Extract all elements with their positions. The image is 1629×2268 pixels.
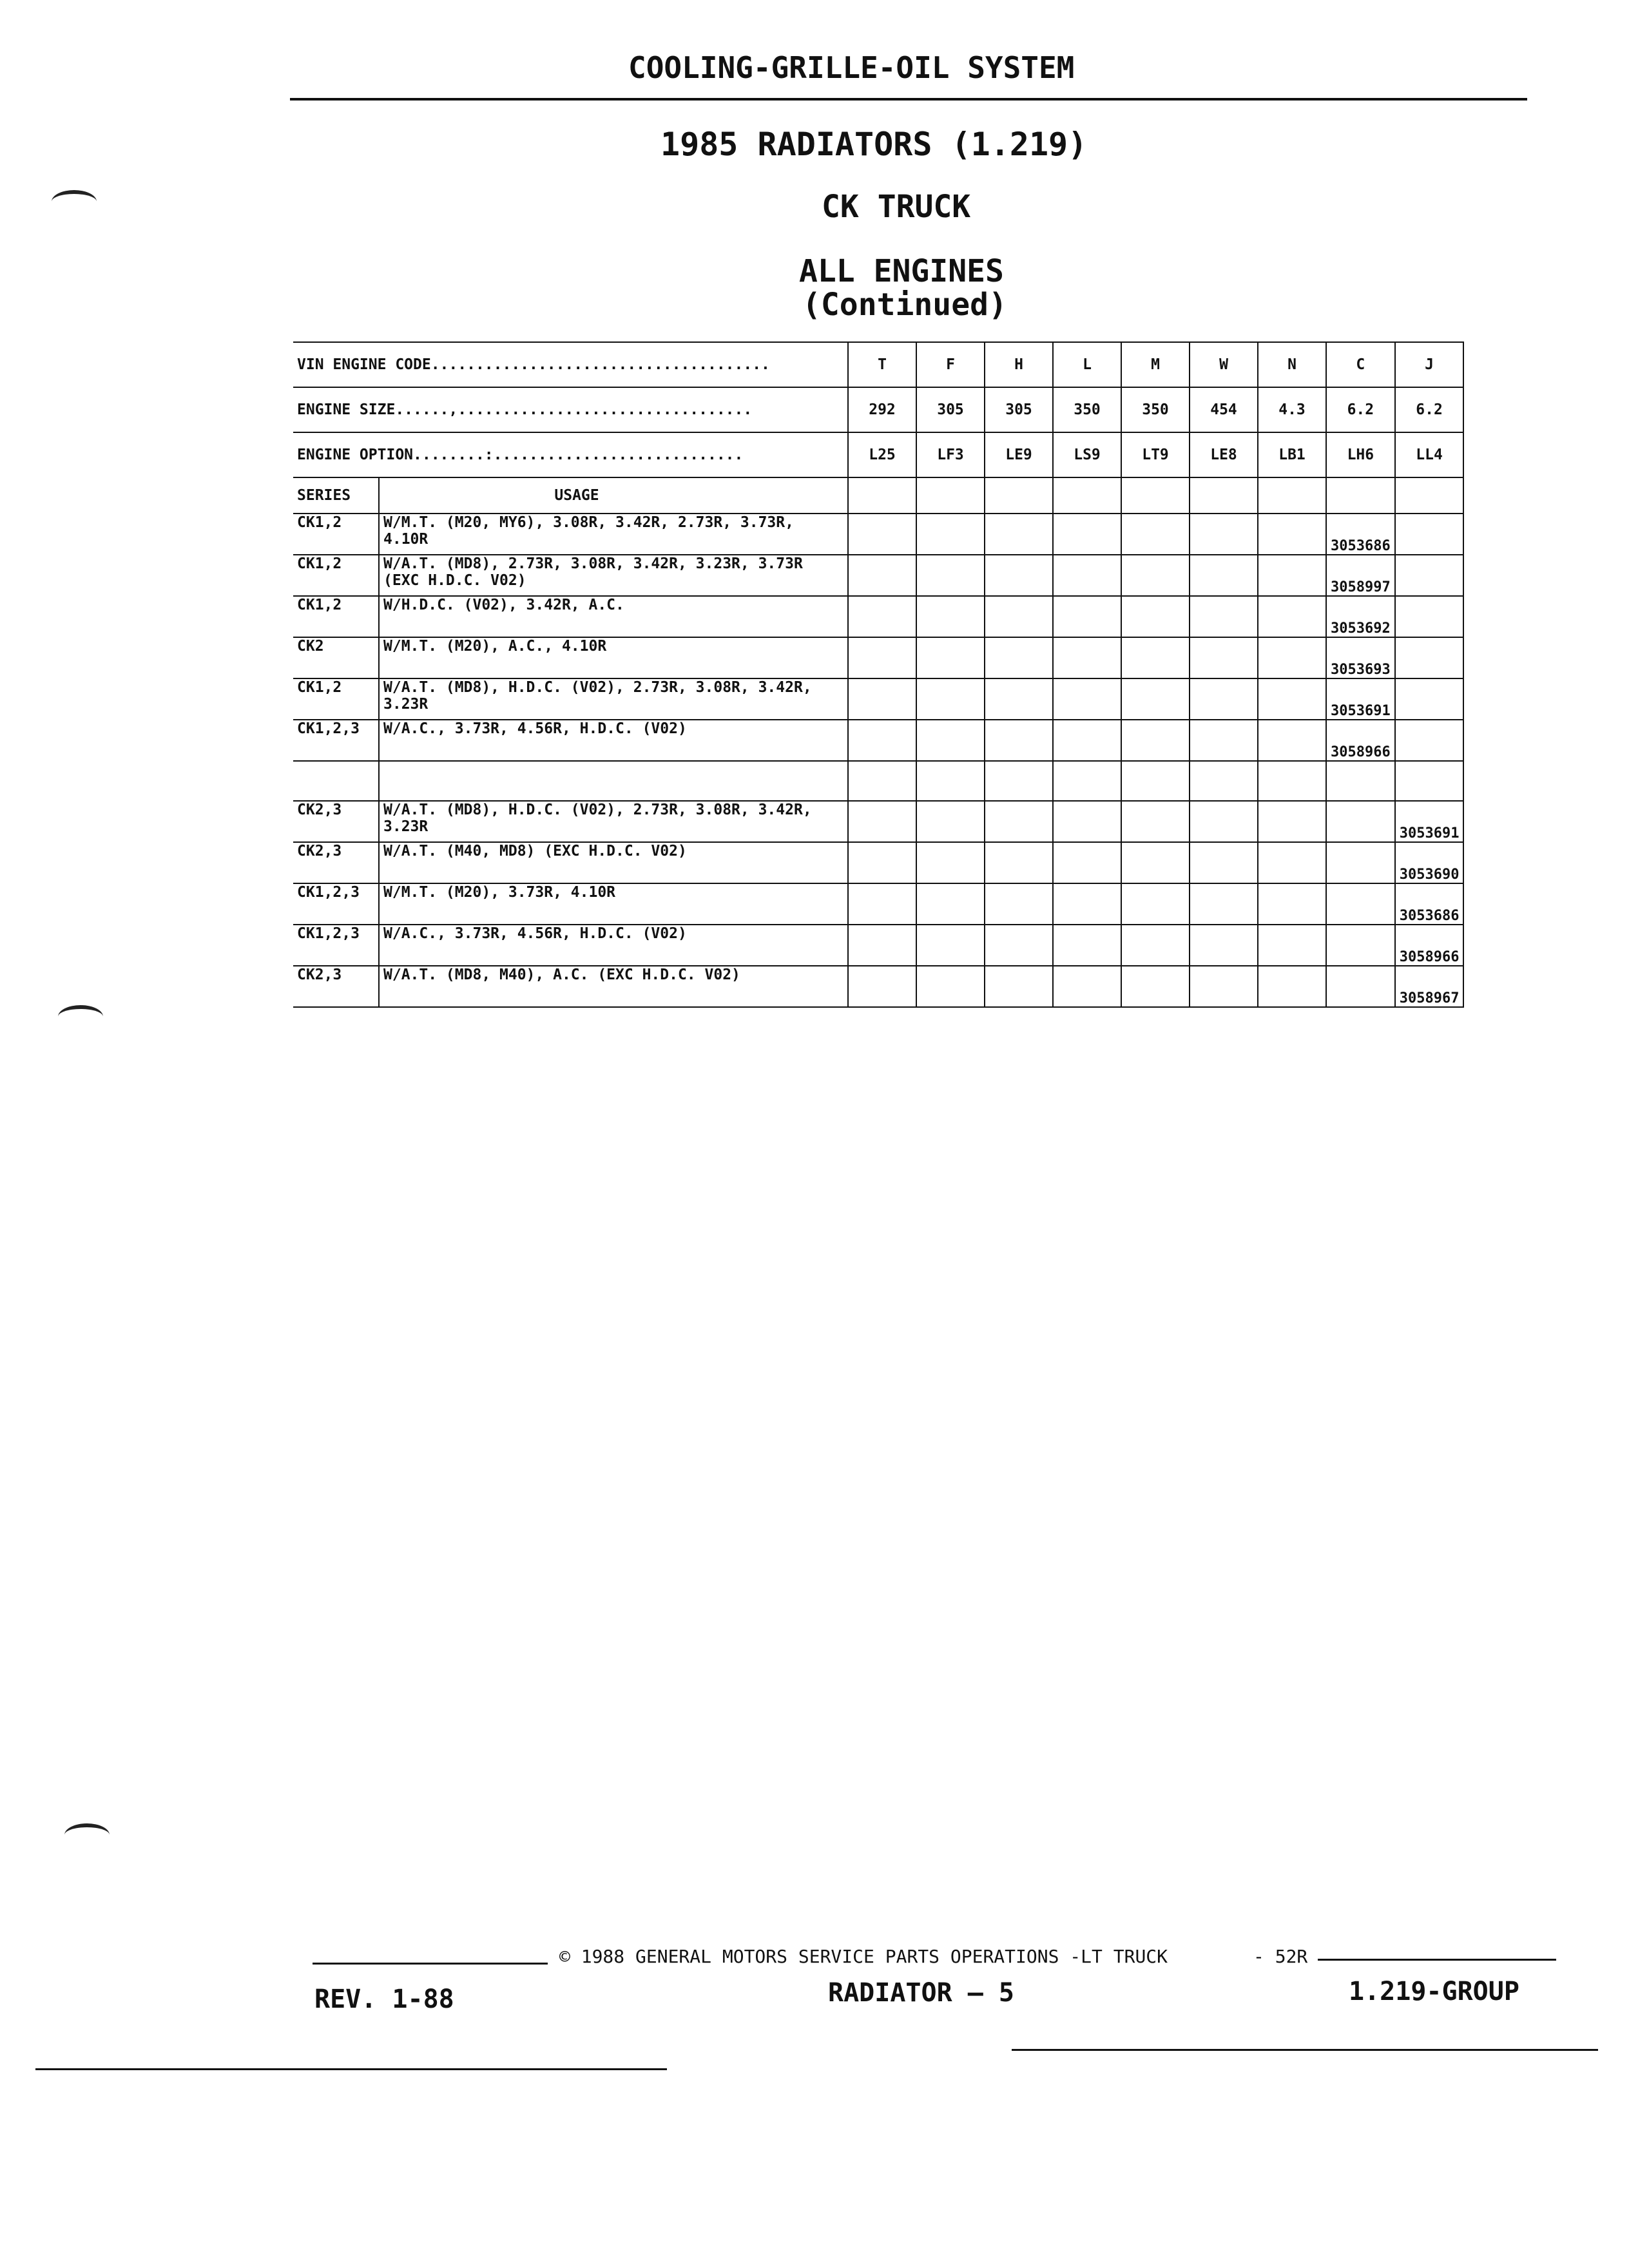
table-row: [293, 883, 1463, 925]
footer-rule-left: [313, 1963, 548, 1965]
vin-code-cell: C: [1326, 342, 1395, 387]
empty-cell: [1121, 596, 1190, 637]
empty-cell: [1121, 801, 1190, 842]
empty-cell: [1258, 966, 1326, 1007]
empty-cell: [1053, 514, 1121, 555]
empty-cell: [985, 514, 1053, 555]
vin-code-cell: F: [916, 342, 985, 387]
empty-cell: [916, 678, 985, 720]
empty-cell: [985, 596, 1053, 637]
page-title: 1985 RADIATORS (1.219): [660, 126, 1088, 163]
empty-cell: [1053, 477, 1121, 514]
usage-cell: W/M.T. (M20), A.C., 4.10R: [379, 637, 848, 678]
empty-cell: [1053, 761, 1121, 801]
empty-cell: [1190, 801, 1258, 842]
column-header-row: [293, 477, 1463, 514]
empty-cell: [916, 883, 985, 925]
series-cell: CK1,2,3: [293, 720, 379, 761]
empty-cell: [985, 801, 1053, 842]
usage-cell: W/H.D.C. (V02), 3.42R, A.C.: [379, 596, 848, 637]
empty-cell: [1190, 761, 1258, 801]
empty-cell: [1258, 637, 1326, 678]
vin-code-cell: T: [848, 342, 916, 387]
series-cell: CK1,2: [293, 678, 379, 720]
margin-mark: [58, 1005, 103, 1028]
empty-cell: [985, 555, 1053, 596]
empty-cell: [1053, 966, 1121, 1007]
empty-cell: [1190, 477, 1258, 514]
empty-cell: [1258, 678, 1326, 720]
part-number-cell: [1326, 883, 1395, 925]
engine-size-cell: 350: [1053, 387, 1121, 432]
empty-cell: [916, 801, 985, 842]
empty-cell: [848, 925, 916, 966]
table-row: [293, 596, 1463, 637]
series-header: SERIES: [293, 477, 379, 514]
part-number-cell: 3053692: [1326, 596, 1395, 637]
usage-header: USAGE: [379, 477, 848, 514]
vin-code-cell: H: [985, 342, 1053, 387]
part-number-cell: [1395, 514, 1464, 555]
series-cell: CK2,3: [293, 842, 379, 883]
bottom-rule-left: [35, 2068, 667, 2070]
empty-cell: [848, 678, 916, 720]
empty-cell: [916, 720, 985, 761]
part-number-cell: 3058967: [1395, 966, 1464, 1007]
empty-cell: [848, 842, 916, 883]
usage-cell: W/A.T. (MD8), H.D.C. (V02), 2.73R, 3.08R, 3.42R, 3.23R: [379, 801, 848, 842]
section-label: RADIATOR — 5: [828, 1978, 1014, 2008]
empty-cell: [1258, 925, 1326, 966]
empty-cell: [985, 637, 1053, 678]
engine-size-row: [293, 387, 1463, 432]
empty-cell: [848, 801, 916, 842]
series-cell: CK1,2: [293, 555, 379, 596]
table-row: [293, 966, 1463, 1007]
empty-cell: [1190, 842, 1258, 883]
empty-cell: [916, 596, 985, 637]
engines-heading: ALL ENGINES: [799, 253, 1004, 289]
part-number-cell: [1326, 966, 1395, 1007]
empty-cell: [848, 761, 916, 801]
series-cell: CK1,2: [293, 596, 379, 637]
table-row: [293, 801, 1463, 842]
part-number-cell: [1395, 761, 1464, 801]
empty-cell: [985, 720, 1053, 761]
empty-cell: [985, 761, 1053, 801]
vin-code-row: [293, 342, 1463, 387]
engine-size-cell: 305: [916, 387, 985, 432]
engine-size-label: ENGINE SIZE......,.................................: [293, 387, 848, 432]
engine-option-cell: LF3: [916, 432, 985, 477]
series-cell: CK2,3: [293, 966, 379, 1007]
empty-cell: [848, 514, 916, 555]
empty-cell: [848, 555, 916, 596]
continued-heading: (Continued): [802, 287, 1007, 323]
engine-size-cell: 6.2: [1326, 387, 1395, 432]
engine-option-cell: L25: [848, 432, 916, 477]
engine-option-cell: LT9: [1121, 432, 1190, 477]
usage-cell: W/A.C., 3.73R, 4.56R, H.D.C. (V02): [379, 925, 848, 966]
engine-size-cell: 454: [1190, 387, 1258, 432]
page-code: - 52R: [1253, 1946, 1308, 1967]
empty-cell: [1190, 925, 1258, 966]
empty-cell: [1258, 801, 1326, 842]
part-number-cell: [1395, 555, 1464, 596]
part-number-cell: [1326, 925, 1395, 966]
empty-cell: [1326, 477, 1395, 514]
engine-size-cell: 292: [848, 387, 916, 432]
empty-cell: [1258, 842, 1326, 883]
engine-option-cell: LB1: [1258, 432, 1326, 477]
empty-cell: [1121, 514, 1190, 555]
radiator-parts-table: [293, 341, 1464, 1008]
engine-size-cell: 350: [1121, 387, 1190, 432]
engine-size-cell: 6.2: [1395, 387, 1464, 432]
empty-cell: [985, 678, 1053, 720]
part-number-cell: 3053693: [1326, 637, 1395, 678]
part-number-cell: 3058966: [1395, 925, 1464, 966]
part-number-cell: [1326, 801, 1395, 842]
empty-cell: [1121, 678, 1190, 720]
empty-cell: [916, 637, 985, 678]
empty-cell: [1121, 761, 1190, 801]
usage-cell: W/M.T. (M20, MY6), 3.08R, 3.42R, 2.73R, 3.73R, 4.10R: [379, 514, 848, 555]
copyright-line: © 1988 GENERAL MOTORS SERVICE PARTS OPERATIONS -LT TRUCK: [559, 1946, 1168, 1967]
group-label: 1.219-GROUP: [1349, 1977, 1519, 2006]
empty-cell: [848, 477, 916, 514]
vin-code-label: VIN ENGINE CODE......................................: [293, 342, 848, 387]
part-number-cell: [1326, 761, 1395, 801]
table-row: [293, 555, 1463, 596]
footer-rule-right: [1318, 1959, 1556, 1961]
empty-cell: [916, 842, 985, 883]
part-number-cell: 3053686: [1326, 514, 1395, 555]
empty-cell: [848, 720, 916, 761]
empty-cell: [916, 761, 985, 801]
empty-cell: [1190, 966, 1258, 1007]
part-number-cell: 3053686: [1395, 883, 1464, 925]
empty-cell: [1121, 477, 1190, 514]
table-row: [293, 925, 1463, 966]
empty-cell: [1121, 842, 1190, 883]
empty-cell: [1258, 883, 1326, 925]
empty-cell: [1190, 883, 1258, 925]
empty-cell: [985, 477, 1053, 514]
header-rule: [290, 98, 1527, 101]
engine-option-cell: LE8: [1190, 432, 1258, 477]
empty-cell: [1258, 555, 1326, 596]
empty-cell: [1121, 637, 1190, 678]
series-cell: CK1,2: [293, 514, 379, 555]
empty-cell: [1053, 842, 1121, 883]
empty-cell: [1053, 720, 1121, 761]
vin-code-cell: N: [1258, 342, 1326, 387]
vin-code-cell: M: [1121, 342, 1190, 387]
part-number-cell: [1326, 842, 1395, 883]
bottom-rule-right: [1012, 2049, 1598, 2051]
part-number-cell: [1395, 596, 1464, 637]
engine-option-cell: LS9: [1053, 432, 1121, 477]
part-number-cell: 3058966: [1326, 720, 1395, 761]
empty-cell: [848, 596, 916, 637]
empty-cell: [1053, 637, 1121, 678]
usage-cell: W/A.T. (MD8), H.D.C. (V02), 2.73R, 3.08R, 3.42R, 3.23R: [379, 678, 848, 720]
empty-cell: [1053, 801, 1121, 842]
empty-cell: [1190, 555, 1258, 596]
empty-cell: [1053, 555, 1121, 596]
vin-code-cell: J: [1395, 342, 1464, 387]
empty-cell: [1190, 720, 1258, 761]
empty-cell: [848, 883, 916, 925]
part-number-cell: [1395, 678, 1464, 720]
system-heading: COOLING-GRILLE-OIL SYSTEM: [628, 50, 1075, 85]
table-row: [293, 514, 1463, 555]
empty-cell: [1121, 720, 1190, 761]
empty-cell: [985, 966, 1053, 1007]
vin-code-cell: W: [1190, 342, 1258, 387]
part-number-cell: 3058997: [1326, 555, 1395, 596]
table-row: [293, 842, 1463, 883]
empty-cell: [1190, 678, 1258, 720]
page-subtitle: CK TRUCK: [822, 189, 971, 225]
part-number-cell: 3053691: [1326, 678, 1395, 720]
engine-option-cell: LL4: [1395, 432, 1464, 477]
empty-cell: [1121, 925, 1190, 966]
series-cell: CK2: [293, 637, 379, 678]
empty-cell: [1053, 596, 1121, 637]
engine-size-cell: 4.3: [1258, 387, 1326, 432]
revision: REV. 1-88: [314, 1984, 454, 2014]
series-cell: CK1,2,3: [293, 925, 379, 966]
empty-cell: [1395, 477, 1464, 514]
empty-cell: [1190, 514, 1258, 555]
empty-cell: [1190, 596, 1258, 637]
usage-cell: [379, 761, 848, 801]
usage-cell: W/A.T. (MD8), 2.73R, 3.08R, 3.42R, 3.23R, 3.73R (EXC H.D.C. V02): [379, 555, 848, 596]
engine-option-cell: LH6: [1326, 432, 1395, 477]
margin-mark: [64, 1823, 110, 1847]
engine-option-cell: LE9: [985, 432, 1053, 477]
part-number-cell: [1395, 720, 1464, 761]
empty-cell: [1053, 925, 1121, 966]
empty-cell: [916, 925, 985, 966]
empty-cell: [916, 514, 985, 555]
empty-cell: [1053, 678, 1121, 720]
empty-cell: [916, 555, 985, 596]
empty-cell: [1121, 883, 1190, 925]
empty-cell: [1258, 761, 1326, 801]
empty-cell: [916, 966, 985, 1007]
table-row: [293, 678, 1463, 720]
vin-code-cell: L: [1053, 342, 1121, 387]
margin-mark: [52, 190, 97, 213]
part-number-cell: [1395, 637, 1464, 678]
engine-option-label: ENGINE OPTION........:............................: [293, 432, 848, 477]
engine-size-cell: 305: [985, 387, 1053, 432]
empty-cell: [1190, 637, 1258, 678]
series-cell: CK1,2,3: [293, 883, 379, 925]
empty-cell: [1053, 883, 1121, 925]
usage-cell: W/A.T. (MD8, M40), A.C. (EXC H.D.C. V02): [379, 966, 848, 1007]
series-cell: CK2,3: [293, 801, 379, 842]
empty-cell: [985, 842, 1053, 883]
table-row: [293, 637, 1463, 678]
empty-cell: [1121, 966, 1190, 1007]
empty-cell: [1258, 477, 1326, 514]
usage-cell: W/M.T. (M20), 3.73R, 4.10R: [379, 883, 848, 925]
usage-cell: W/A.C., 3.73R, 4.56R, H.D.C. (V02): [379, 720, 848, 761]
empty-cell: [848, 966, 916, 1007]
empty-cell: [1121, 555, 1190, 596]
usage-cell: W/A.T. (M40, MD8) (EXC H.D.C. V02): [379, 842, 848, 883]
empty-cell: [848, 637, 916, 678]
empty-cell: [985, 925, 1053, 966]
empty-cell: [1258, 514, 1326, 555]
empty-cell: [1258, 720, 1326, 761]
empty-cell: [916, 477, 985, 514]
empty-cell: [1258, 596, 1326, 637]
series-cell: [293, 761, 379, 801]
part-number-cell: 3053690: [1395, 842, 1464, 883]
empty-cell: [985, 883, 1053, 925]
engine-option-row: [293, 432, 1463, 477]
table-row: [293, 720, 1463, 761]
spacer-row: [293, 761, 1463, 801]
part-number-cell: 3053691: [1395, 801, 1464, 842]
